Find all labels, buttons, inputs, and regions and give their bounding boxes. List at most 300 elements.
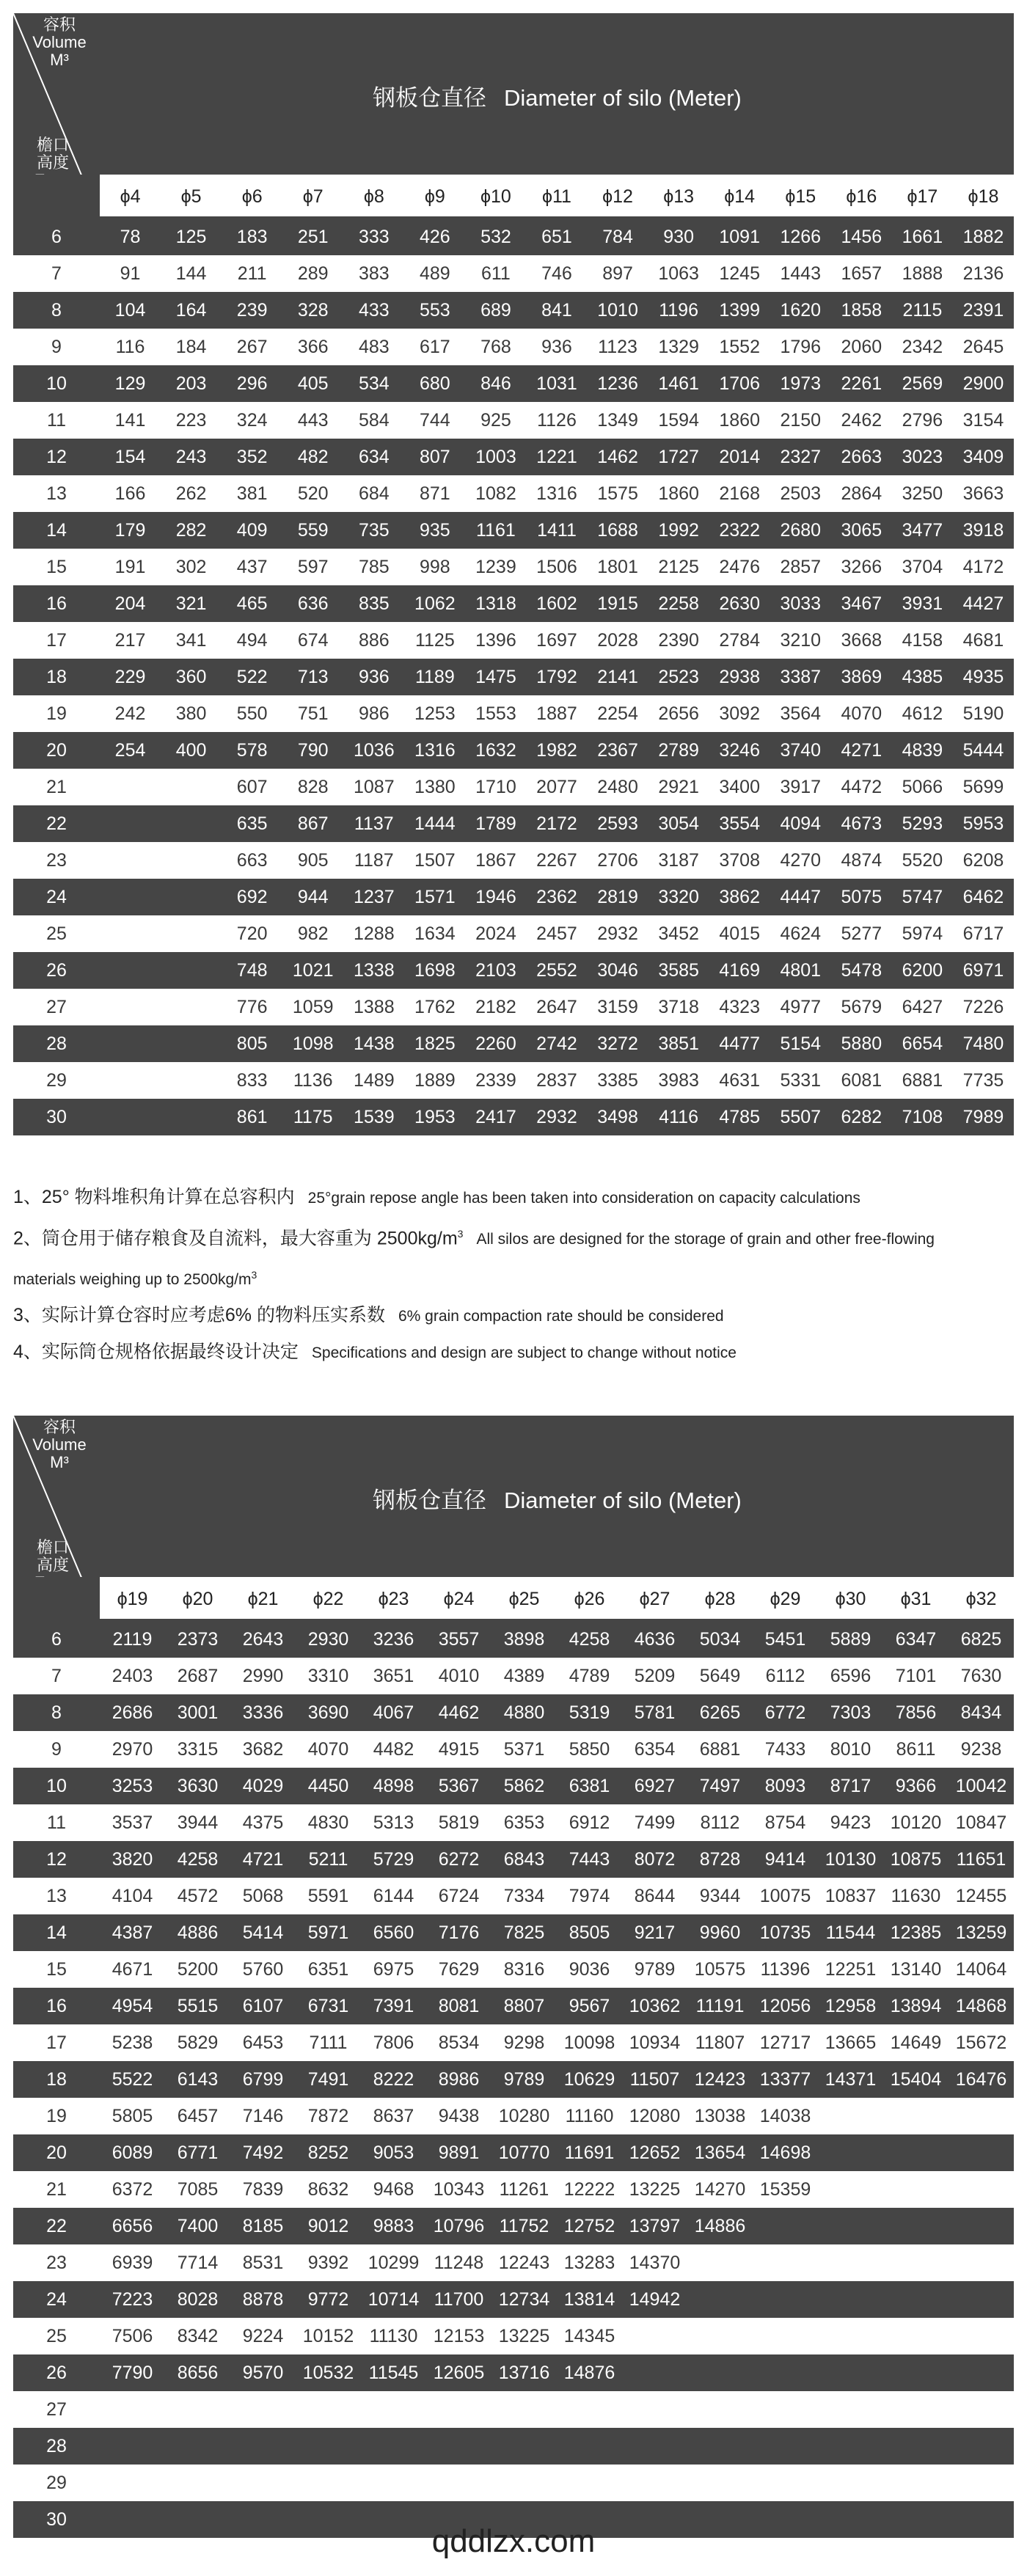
capacity-cell (161, 989, 222, 1025)
eave-height-cell: 18 (46, 667, 67, 687)
eave-height-cell: 27 (46, 2399, 67, 2420)
capacity-cell (949, 2171, 1014, 2208)
capacity-cell: 2391 (962, 300, 1004, 321)
eave-height-cell: 23 (46, 850, 67, 871)
capacity-cell: 5319 (569, 1702, 610, 1723)
capacity-cell: 735 (358, 520, 390, 541)
eave-height-cell: 18 (46, 2069, 67, 2090)
capacity-cell: 4624 (780, 923, 822, 944)
capacity-cell: 13259 (955, 1922, 1007, 1943)
capacity-cell: 4572 (177, 1886, 219, 1906)
capacity-cell (883, 2465, 949, 2501)
eave-height-cell: 10 (46, 373, 67, 394)
table-row (13, 2391, 1014, 2428)
capacity-cell (622, 2428, 687, 2465)
capacity-cell: 9789 (503, 2069, 545, 2090)
capacity-cell: 1189 (414, 667, 455, 687)
table-row (13, 475, 1014, 512)
capacity-cell (818, 2281, 883, 2318)
table-row (13, 219, 1014, 255)
table-row (13, 1988, 1014, 2024)
volume-label-cn: 容积 (43, 15, 76, 34)
capacity-cell: 520 (297, 483, 329, 504)
capacity-cell: 2864 (841, 483, 882, 504)
note-2-cn: 2、筒仓用于储存粮食及自流料，最大容重为 2500kg/m (13, 1228, 458, 1249)
capacity-cell: 242 (114, 703, 146, 724)
capacity-cell: 6654 (902, 1033, 943, 1054)
capacity-cell: 3898 (503, 1629, 545, 1650)
capacity-cell: 3266 (841, 557, 882, 577)
diameter-header-cell: ϕ28 (687, 1577, 753, 1621)
capacity-cell: 4104 (112, 1886, 153, 1906)
capacity-cell: 944 (297, 887, 329, 907)
eave-height-cell: 9 (51, 1739, 62, 1760)
capacity-cell: 4880 (503, 1702, 545, 1723)
capacity-cell: 15672 (955, 2032, 1007, 2053)
capacity-cell: 5066 (902, 777, 943, 797)
capacity-cell: 2028 (597, 630, 638, 651)
capacity-cell (883, 2244, 949, 2281)
capacity-cell: 3663 (962, 483, 1004, 504)
capacity-cell: 10575 (694, 1959, 746, 1980)
capacity-cell: 3708 (719, 850, 760, 871)
capacity-cell: 3054 (658, 813, 699, 834)
capacity-cell: 9438 (438, 2106, 480, 2126)
capacity-cell: 9217 (634, 1922, 676, 1943)
capacity-cell: 3690 (307, 1702, 349, 1723)
capacity-cell: 998 (420, 557, 450, 577)
capacity-cell: 8656 (177, 2363, 219, 2383)
table-row (13, 329, 1014, 365)
capacity-cell: 184 (175, 337, 207, 357)
capacity-cell: 13654 (694, 2143, 746, 2163)
capacity-cell: 296 (236, 373, 268, 394)
capacity-cell: 7433 (764, 1739, 806, 1760)
capacity-cell: 8081 (438, 1996, 480, 2016)
capacity-cell: 10837 (825, 1886, 877, 1906)
capacity-cell: 14038 (759, 2106, 811, 2126)
capacity-cell: 841 (541, 300, 572, 321)
capacity-cell: 871 (420, 483, 450, 504)
capacity-cell: 7443 (569, 1849, 610, 1870)
capacity-cell: 3452 (658, 923, 699, 944)
capacity-cell (100, 2391, 165, 2428)
capacity-cell: 4477 (719, 1033, 760, 1054)
capacity-cell: 744 (420, 410, 450, 431)
capacity-cell: 8112 (700, 1812, 740, 1833)
capacity-cell: 10847 (955, 1812, 1007, 1833)
capacity-cell: 1087 (353, 777, 395, 797)
capacity-cell: 3001 (177, 1702, 219, 1723)
capacity-cell: 267 (236, 337, 268, 357)
capacity-cell: 936 (541, 337, 572, 357)
capacity-cell: 3820 (112, 1849, 153, 1870)
capacity-cell: 1021 (292, 960, 334, 981)
capacity-cell: 2476 (719, 557, 760, 577)
capacity-cell: 9423 (830, 1812, 871, 1833)
capacity-cell: 935 (420, 520, 450, 541)
capacity-cell (491, 2465, 557, 2501)
capacity-cell (100, 1062, 161, 1099)
capacity-cell: 10042 (955, 1776, 1007, 1796)
eave-height-cell: 7 (51, 263, 62, 284)
capacity-cell: 2150 (780, 410, 822, 431)
capacity-cell: 10152 (302, 2326, 354, 2346)
capacity-cell: 482 (297, 447, 329, 467)
capacity-cell: 5591 (307, 1886, 349, 1906)
capacity-cell: 1727 (658, 447, 699, 467)
capacity-cell: 5679 (841, 997, 882, 1017)
capacity-cell: 13814 (563, 2289, 615, 2310)
capacity-cell (949, 2318, 1014, 2354)
volume-label (26, 1419, 92, 1471)
diameter-header-cell: ϕ24 (426, 1577, 491, 1621)
eave-height-cell: 23 (46, 2253, 67, 2273)
capacity-cell: 905 (297, 850, 329, 871)
capacity-cell: 15359 (759, 2179, 811, 2200)
capacity-cell: 2680 (780, 520, 822, 541)
capacity-cell: 10120 (890, 1812, 942, 1833)
capacity-cell: 746 (541, 263, 572, 284)
capacity-cell: 3272 (597, 1033, 638, 1054)
capacity-cell: 2930 (307, 1629, 349, 1650)
table-row (13, 2171, 1014, 2208)
eave-height-cell: 8 (51, 1702, 62, 1723)
capacity-cell: 833 (236, 1070, 268, 1091)
capacity-cell: 10532 (302, 2363, 354, 2383)
capacity-cell: 1396 (475, 630, 516, 651)
capacity-cell: 11191 (695, 1996, 745, 2016)
capacity-cell: 1236 (597, 373, 638, 394)
capacity-cell: 5805 (112, 2106, 153, 2126)
diameter-header-cell: ϕ6 (222, 175, 282, 219)
capacity-cell (361, 2465, 426, 2501)
capacity-cell: 1136 (293, 1070, 333, 1091)
capacity-cell: 9414 (764, 1849, 806, 1870)
capacity-cell: 1992 (658, 520, 699, 541)
capacity-cell: 7839 (242, 2179, 284, 2200)
capacity-cell: 4375 (242, 1812, 284, 1833)
capacity-cell: 3092 (719, 703, 760, 724)
eave-height-cell: 24 (46, 887, 67, 907)
capacity-cell (949, 2134, 1014, 2171)
capacity-cell: 1867 (475, 850, 516, 871)
capacity-cell: 2932 (597, 923, 638, 944)
capacity-cell (100, 2428, 165, 2465)
capacity-cell: 239 (236, 300, 268, 321)
capacity-cell: 14064 (955, 1959, 1007, 1980)
capacity-cell: 13038 (694, 2106, 746, 2126)
capacity-cell: 6112 (765, 1666, 805, 1686)
capacity-cell: 2990 (242, 1666, 284, 1686)
capacity-cell: 11752 (499, 2216, 549, 2236)
capacity-cell: 1082 (475, 483, 516, 504)
capacity-cell: 11544 (825, 1922, 876, 1943)
table-title (373, 1482, 742, 1515)
table-row (13, 2465, 1014, 2501)
capacity-cell: 6724 (438, 1886, 480, 1906)
table-row (13, 1621, 1014, 1658)
capacity-cell: 5747 (902, 887, 943, 907)
capacity-cell: 5211 (308, 1849, 348, 1870)
note-1-en: 25°grain repose angle has been taken into consideration on capacity calculations (307, 1190, 860, 1207)
capacity-cell: 5974 (902, 923, 943, 944)
capacity-cell: 768 (480, 337, 511, 357)
capacity-cell: 2630 (719, 593, 760, 614)
capacity-cell: 11651 (956, 1849, 1006, 1870)
capacity-cell: 2643 (242, 1629, 284, 1650)
capacity-cell: 14345 (563, 2326, 615, 2346)
capacity-cell (818, 2391, 883, 2428)
capacity-cell: 1792 (536, 667, 577, 687)
capacity-cell: 1506 (536, 557, 577, 577)
capacity-cell: 7989 (962, 1107, 1004, 1127)
capacity-cell: 5451 (764, 1629, 806, 1650)
capacity-cell (949, 2354, 1014, 2391)
capacity-cell: 6971 (962, 960, 1004, 981)
capacity-cell: 3154 (962, 410, 1004, 431)
table-row (13, 915, 1014, 952)
capacity-cell: 3983 (658, 1070, 699, 1091)
eave-height-cell: 20 (46, 2143, 67, 2163)
table-row (13, 879, 1014, 915)
capacity-cell: 4785 (719, 1107, 760, 1127)
capacity-cell: 7108 (902, 1107, 943, 1127)
table-row (13, 2098, 1014, 2134)
capacity-cell: 78 (120, 227, 141, 247)
capacity-cell: 5520 (902, 850, 943, 871)
capacity-cell: 7146 (242, 2106, 284, 2126)
capacity-cell: 5478 (841, 960, 882, 981)
capacity-cell: 925 (480, 410, 511, 431)
table-row (13, 1062, 1014, 1099)
capacity-cell: 2900 (962, 373, 1004, 394)
capacity-cell (687, 2354, 753, 2391)
capacity-cell: 6208 (962, 850, 1004, 871)
capacity-cell: 14371 (825, 2069, 877, 2090)
capacity-cell: 534 (358, 373, 390, 394)
capacity-cell: 4070 (841, 703, 882, 724)
capacity-cell: 3498 (597, 1107, 638, 1127)
capacity-cell: 2060 (841, 337, 882, 357)
eave-height-cell: 26 (46, 960, 67, 981)
capacity-cell: 2932 (536, 1107, 577, 1127)
capacity-cell: 828 (297, 777, 329, 797)
eave-height-cell: 24 (46, 2289, 67, 2310)
capacity-cell: 11160 (565, 2106, 614, 2126)
capacity-cell: 8342 (177, 2326, 219, 2346)
capacity-cell: 3387 (780, 667, 822, 687)
capacity-cell: 4029 (242, 1776, 284, 1796)
capacity-cell: 2125 (658, 557, 699, 577)
title-cn: 钢板仓直径 (373, 85, 486, 111)
capacity-cell: 2837 (536, 1070, 577, 1091)
table-body (13, 1621, 1014, 2538)
capacity-cell: 6347 (895, 1629, 937, 1650)
capacity-cell: 5371 (503, 1739, 545, 1760)
eave-height-cell: 29 (46, 2473, 67, 2493)
diameter-header-cell: ϕ15 (770, 175, 831, 219)
capacity-cell: 2119 (112, 1629, 153, 1650)
table-row (13, 1768, 1014, 1804)
capacity-cell: 333 (358, 227, 390, 247)
capacity-cell: 897 (602, 263, 633, 284)
capacity-cell: 3668 (841, 630, 882, 651)
capacity-cell: 3704 (902, 557, 943, 577)
capacity-cell: 9298 (503, 2032, 545, 2053)
capacity-cell: 1634 (414, 923, 456, 944)
capacity-cell: 6462 (962, 887, 1004, 907)
diameter-header-row (13, 175, 1014, 219)
diameter-header-cell: ϕ18 (953, 175, 1014, 219)
capacity-cell: 2172 (536, 813, 577, 834)
eave-height-cell: 25 (46, 923, 67, 944)
diameter-header-cell: ϕ7 (282, 175, 343, 219)
capacity-cell: 3630 (177, 1776, 219, 1796)
capacity-cell: 12455 (955, 1886, 1007, 1906)
capacity-cell: 1539 (353, 1107, 395, 1127)
capacity-cell: 2938 (719, 667, 760, 687)
capacity-cell: 4450 (307, 1776, 349, 1796)
capacity-cell: 1489 (353, 1070, 395, 1091)
capacity-cell (100, 1025, 161, 1062)
capacity-cell: 4631 (719, 1070, 760, 1091)
capacity-cell: 4271 (841, 740, 882, 761)
capacity-cell: 3400 (719, 777, 760, 797)
capacity-cell: 1010 (597, 300, 638, 321)
capacity-cell: 11130 (369, 2326, 418, 2346)
table-row (13, 1841, 1014, 1878)
capacity-cell: 2182 (475, 997, 516, 1017)
eave-height-cell: 14 (46, 520, 67, 541)
eave-label-cn1: 檐口 (36, 1538, 69, 1556)
capacity-cell: 11807 (695, 2032, 745, 2053)
capacity-cell: 3564 (780, 703, 822, 724)
note-2-cont-sup: 3 (251, 1269, 257, 1281)
capacity-cell: 223 (175, 410, 207, 431)
table-row (13, 2244, 1014, 2281)
table-row (13, 1658, 1014, 1694)
capacity-cell (818, 2098, 883, 2134)
capacity-cell: 6771 (177, 2143, 219, 2163)
capacity-cell: 7856 (895, 1702, 937, 1723)
capacity-cell: 1796 (780, 337, 822, 357)
capacity-cell: 7480 (962, 1033, 1004, 1054)
capacity-cell: 360 (175, 667, 207, 687)
capacity-cell: 6354 (634, 1739, 676, 1760)
capacity-cell: 1266 (780, 227, 822, 247)
capacity-cell: 302 (175, 557, 207, 577)
capacity-cell (361, 2391, 426, 2428)
capacity-cell: 3210 (780, 630, 822, 651)
capacity-cell: 5075 (841, 887, 882, 907)
eave-height-cell: 20 (46, 740, 67, 761)
capacity-cell: 8010 (830, 1739, 871, 1760)
diameter-header-cell: ϕ22 (296, 1577, 361, 1621)
capacity-cell: 1161 (476, 520, 516, 541)
capacity-cell: 10075 (759, 1886, 811, 1906)
capacity-cell: 6351 (307, 1959, 349, 1980)
capacity-cell (230, 2465, 296, 2501)
capacity-cell: 9344 (699, 1886, 741, 1906)
capacity-cell: 3033 (780, 593, 822, 614)
capacity-cell: 12080 (629, 2106, 681, 2126)
capacity-cell: 2014 (719, 447, 760, 467)
capacity-table-1 (13, 13, 1014, 1135)
capacity-cell (161, 879, 222, 915)
capacity-table-2 (13, 1416, 1014, 2538)
capacity-cell: 10714 (368, 2289, 420, 2310)
capacity-cell (100, 769, 161, 805)
table-row (13, 1099, 1014, 1135)
capacity-cell: 14270 (694, 2179, 746, 2200)
capacity-cell: 651 (541, 227, 572, 247)
capacity-cell: 12056 (759, 1996, 811, 2016)
capacity-cell: 6427 (902, 997, 943, 1017)
capacity-cell: 262 (175, 483, 207, 504)
volume-label-en: Volume (32, 1435, 87, 1454)
capacity-cell: 1063 (658, 263, 699, 284)
eave-height-cell: 9 (51, 337, 62, 357)
capacity-cell: 211 (237, 263, 267, 284)
capacity-cell: 553 (420, 300, 450, 321)
capacity-cell: 7872 (307, 2106, 349, 2126)
capacity-cell: 6975 (373, 1959, 414, 1980)
capacity-cell (687, 2465, 753, 2501)
eave-height-cell: 14 (46, 1922, 67, 1943)
capacity-cell: 191 (114, 557, 146, 577)
diameter-header-cell: ϕ8 (343, 175, 404, 219)
table-row (13, 549, 1014, 585)
capacity-cell: 1888 (902, 263, 943, 284)
capacity-cell: 4830 (307, 1812, 349, 1833)
capacity-cell: 4886 (177, 1922, 219, 1943)
capacity-cell (883, 2428, 949, 2465)
capacity-cell: 1187 (354, 850, 394, 871)
table-row (13, 622, 1014, 659)
capacity-cell: 1462 (597, 447, 638, 467)
capacity-cell: 5034 (699, 1629, 741, 1650)
capacity-cell: 2687 (177, 1666, 219, 1686)
capacity-cell: 1316 (536, 483, 577, 504)
capacity-cell: 1456 (841, 227, 882, 247)
capacity-cell: 4681 (962, 630, 1004, 651)
table-row (13, 439, 1014, 475)
capacity-cell (100, 952, 161, 989)
note-4-en: Specifications and design are subject to change without notice (311, 1344, 737, 1362)
capacity-cell: 383 (358, 263, 390, 284)
diameter-header-cell: ϕ17 (892, 175, 953, 219)
capacity-cell: 1946 (475, 887, 516, 907)
table-row (13, 512, 1014, 549)
capacity-cell: 1126 (537, 410, 577, 431)
capacity-cell: 6912 (569, 1812, 610, 1833)
capacity-cell: 6457 (177, 2106, 219, 2126)
capacity-cell: 1688 (597, 520, 638, 541)
capacity-cell: 11630 (891, 1886, 941, 1906)
table-row (13, 1914, 1014, 1951)
capacity-cell: 7974 (569, 1886, 610, 1906)
capacity-cell (426, 2465, 491, 2501)
eave-height-cell: 27 (46, 997, 67, 1017)
capacity-cell: 4385 (902, 667, 943, 687)
capacity-cell: 6881 (902, 1070, 943, 1091)
capacity-cell: 713 (297, 667, 329, 687)
capacity-cell: 4789 (569, 1666, 610, 1686)
eave-height-cell: 8 (51, 300, 62, 321)
note-2-sup: 3 (457, 1228, 464, 1240)
capacity-cell (426, 2428, 491, 2465)
